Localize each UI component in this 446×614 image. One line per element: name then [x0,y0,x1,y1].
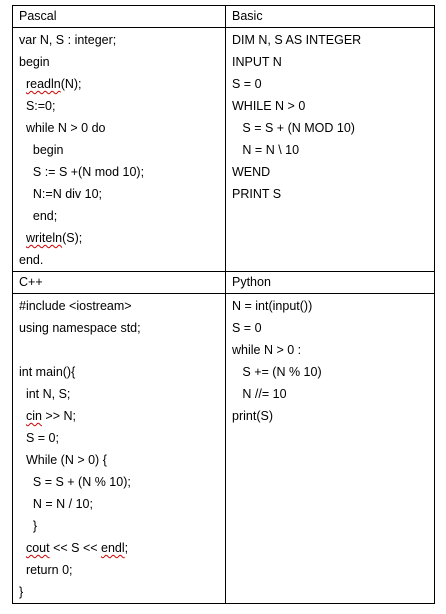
code-line: WEND [232,165,271,179]
spellcheck-word: cin [25,409,42,423]
code-line: end. [19,253,44,267]
code-line: begin [19,55,50,69]
table-header-row [13,6,435,28]
pascal-code-cell [13,28,226,272]
code-line: int main(){ [19,365,76,379]
spellcheck-word: writeln [25,231,63,245]
table-header-row [13,272,435,294]
code-line: var N, S : integer; [19,33,117,47]
code-line: S = 0; [19,431,59,445]
cpp-code-cell [13,294,226,604]
code-line: } [19,519,38,533]
code-line: S += (N % 10) [232,365,322,379]
table-code-row [13,28,435,272]
basic-code-cell [226,28,435,272]
code-line: DIM N, S AS INTEGER [232,33,362,47]
code-line: N = int(input()) [232,299,313,313]
python-code-cell [226,294,435,604]
code-line: while N > 0 do [19,121,106,135]
table-code-row [13,294,435,604]
code-line: S:=0; [19,99,56,113]
code-line: S := S +(N mod 10); [19,165,145,179]
header-python: Python [226,272,435,294]
code-line: N:=N div 10; [19,187,103,201]
code-line: print(S) [232,409,273,423]
header-pascal: Pascal [13,6,226,28]
code-line: S = 0 [232,77,262,91]
spellcheck-word: readln [25,77,61,91]
code-line: writeln(S); [25,231,83,245]
spellcheck-word: cout [25,541,50,555]
header-cpp: C++ [13,272,226,294]
code-line: S = 0 [232,321,262,335]
code-line: return 0; [19,563,73,577]
code-line: PRINT S [232,187,282,201]
code-line: cout << S << endl; [25,541,129,555]
code-comparison-table [12,5,435,604]
code-line: INPUT N [232,55,282,69]
code-line: begin [19,143,64,157]
code-line: S = S + (N MOD 10) [232,121,355,135]
code-line: N = N \ 10 [232,143,300,157]
code-line: WHILE N > 0 [232,99,306,113]
code-line: using namespace std; [19,321,141,335]
spellcheck-word: endl [101,541,125,555]
code-line [19,339,219,361]
code-line: while N > 0 : [232,343,302,357]
header-basic: Basic [226,6,435,28]
code-line: S = S + (N % 10); [19,475,131,489]
code-line: end; [19,209,58,223]
code-line: While (N > 0) { [19,453,107,467]
code-line: int N, S; [19,387,71,401]
code-line: #include <iostream> [19,299,132,313]
code-line: readln(N); [25,77,82,91]
code-line: cin >> N; [25,409,76,423]
code-line: N = N / 10; [19,497,93,511]
code-line: } [19,585,24,599]
code-line: N //= 10 [232,387,287,401]
